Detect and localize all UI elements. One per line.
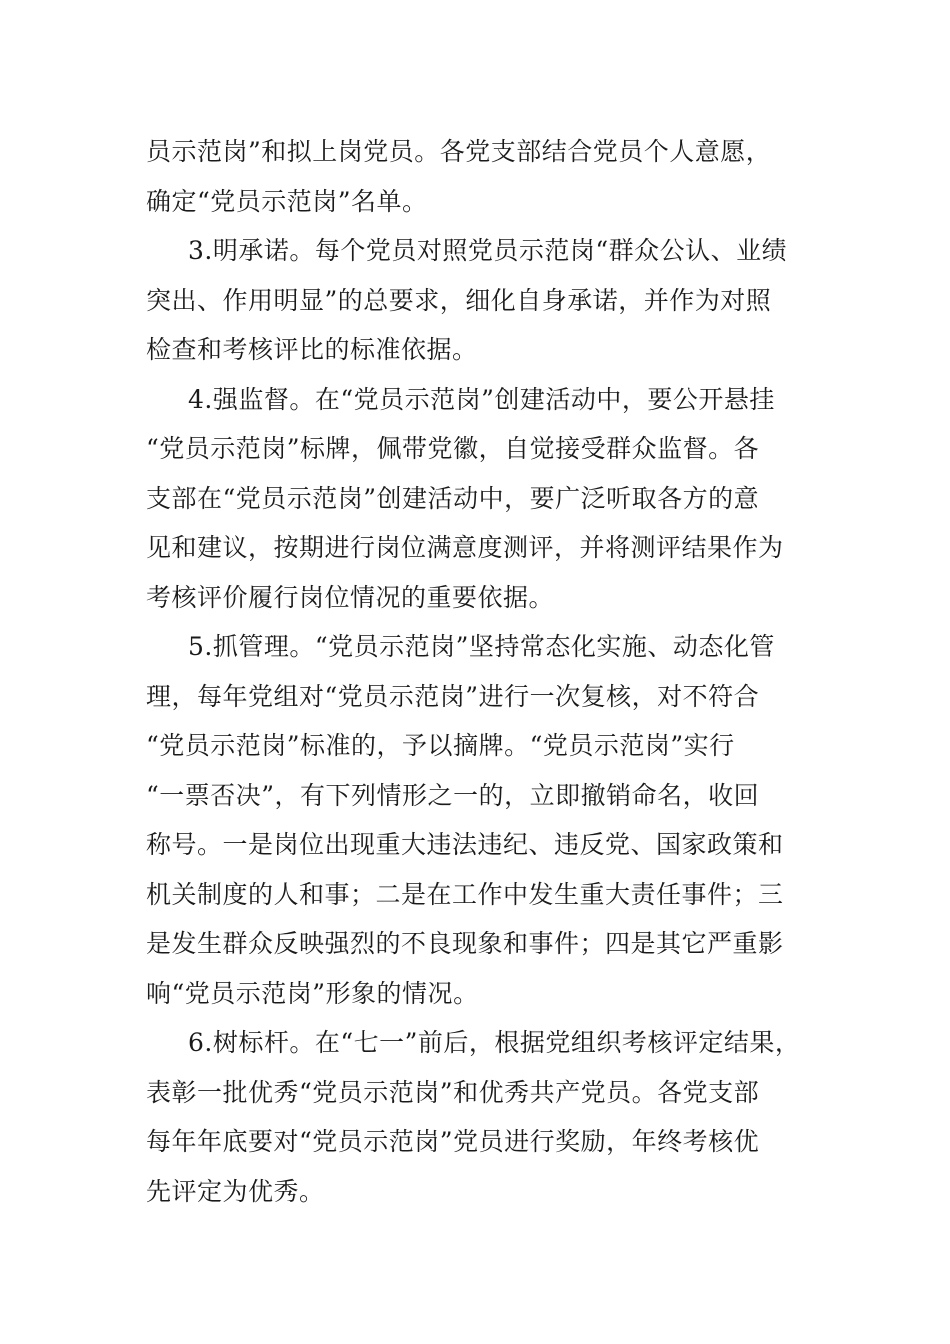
text-line: 3.明承诺。每个党员对照党员示范岗“群众公认、业绩 [188, 236, 788, 265]
text-line: 突出、作用明显”的总要求，细化自身承诺，并作为对照 [146, 285, 772, 315]
text-line: 响“党员示范岗”形象的情况。 [146, 978, 479, 1008]
text-line: 4.强监督。在“党员示范岗”创建活动中，要公开悬挂 [188, 384, 775, 414]
text-line: 每年年底要对“党员示范岗”党员进行奖励，年终考核优 [146, 1127, 760, 1156]
paragraph-5-management [146, 622, 814, 1018]
text-line: 检查和考核评比的标准依据。 [146, 335, 478, 364]
paragraph-continuation [146, 127, 814, 226]
document-body [146, 127, 814, 1216]
text-line: “党员示范岗”标牌，佩带党徽，自觉接受群众监督。各 [146, 434, 760, 463]
text-line: 考核评价履行岗位情况的重要依据。 [146, 582, 555, 612]
text-line: 先评定为优秀。 [146, 1176, 325, 1206]
text-line: 员示范岗”和拟上岗党员。各党支部结合党员个人意愿， [146, 137, 772, 166]
text-line: 6.树标杆。在“七一”前后，根据党组织考核评定结果， [188, 1028, 801, 1057]
text-line: “一票否决”，有下列情形之一的，立即撤销命名，收回 [146, 780, 760, 810]
text-line: 表彰一批优秀“党员示范岗”和优秀共产党员。各党支部 [146, 1077, 760, 1107]
text-line: 理，每年党组对“党员示范岗”进行一次复核，对不符合 [146, 681, 760, 711]
text-line: “党员示范岗”标准的，予以摘牌。“党员示范岗”实行 [146, 731, 735, 760]
text-line: 支部在“党员示范岗”创建活动中，要广泛听取各方的意 [146, 483, 760, 513]
text-line: 称号。一是岗位出现重大违法违纪、违反党、国家政策和 [146, 830, 784, 859]
paragraph-4-supervision [146, 375, 814, 623]
text-line: 5.抓管理。“党员示范岗”坚持常态化实施、动态化管 [188, 632, 775, 661]
paragraph-3-commitment [146, 226, 814, 375]
text-line: 是发生群众反映强烈的不良现象和事件；四是其它严重影 [146, 929, 784, 958]
paragraph-6-benchmark [146, 1018, 814, 1216]
text-line: 机关制度的人和事；二是在工作中发生重大责任事件；三 [146, 879, 784, 909]
text-line: 确定“党员示范岗”名单。 [146, 186, 428, 216]
text-line: 见和建议，按期进行岗位满意度测评，并将测评结果作为 [146, 533, 784, 562]
